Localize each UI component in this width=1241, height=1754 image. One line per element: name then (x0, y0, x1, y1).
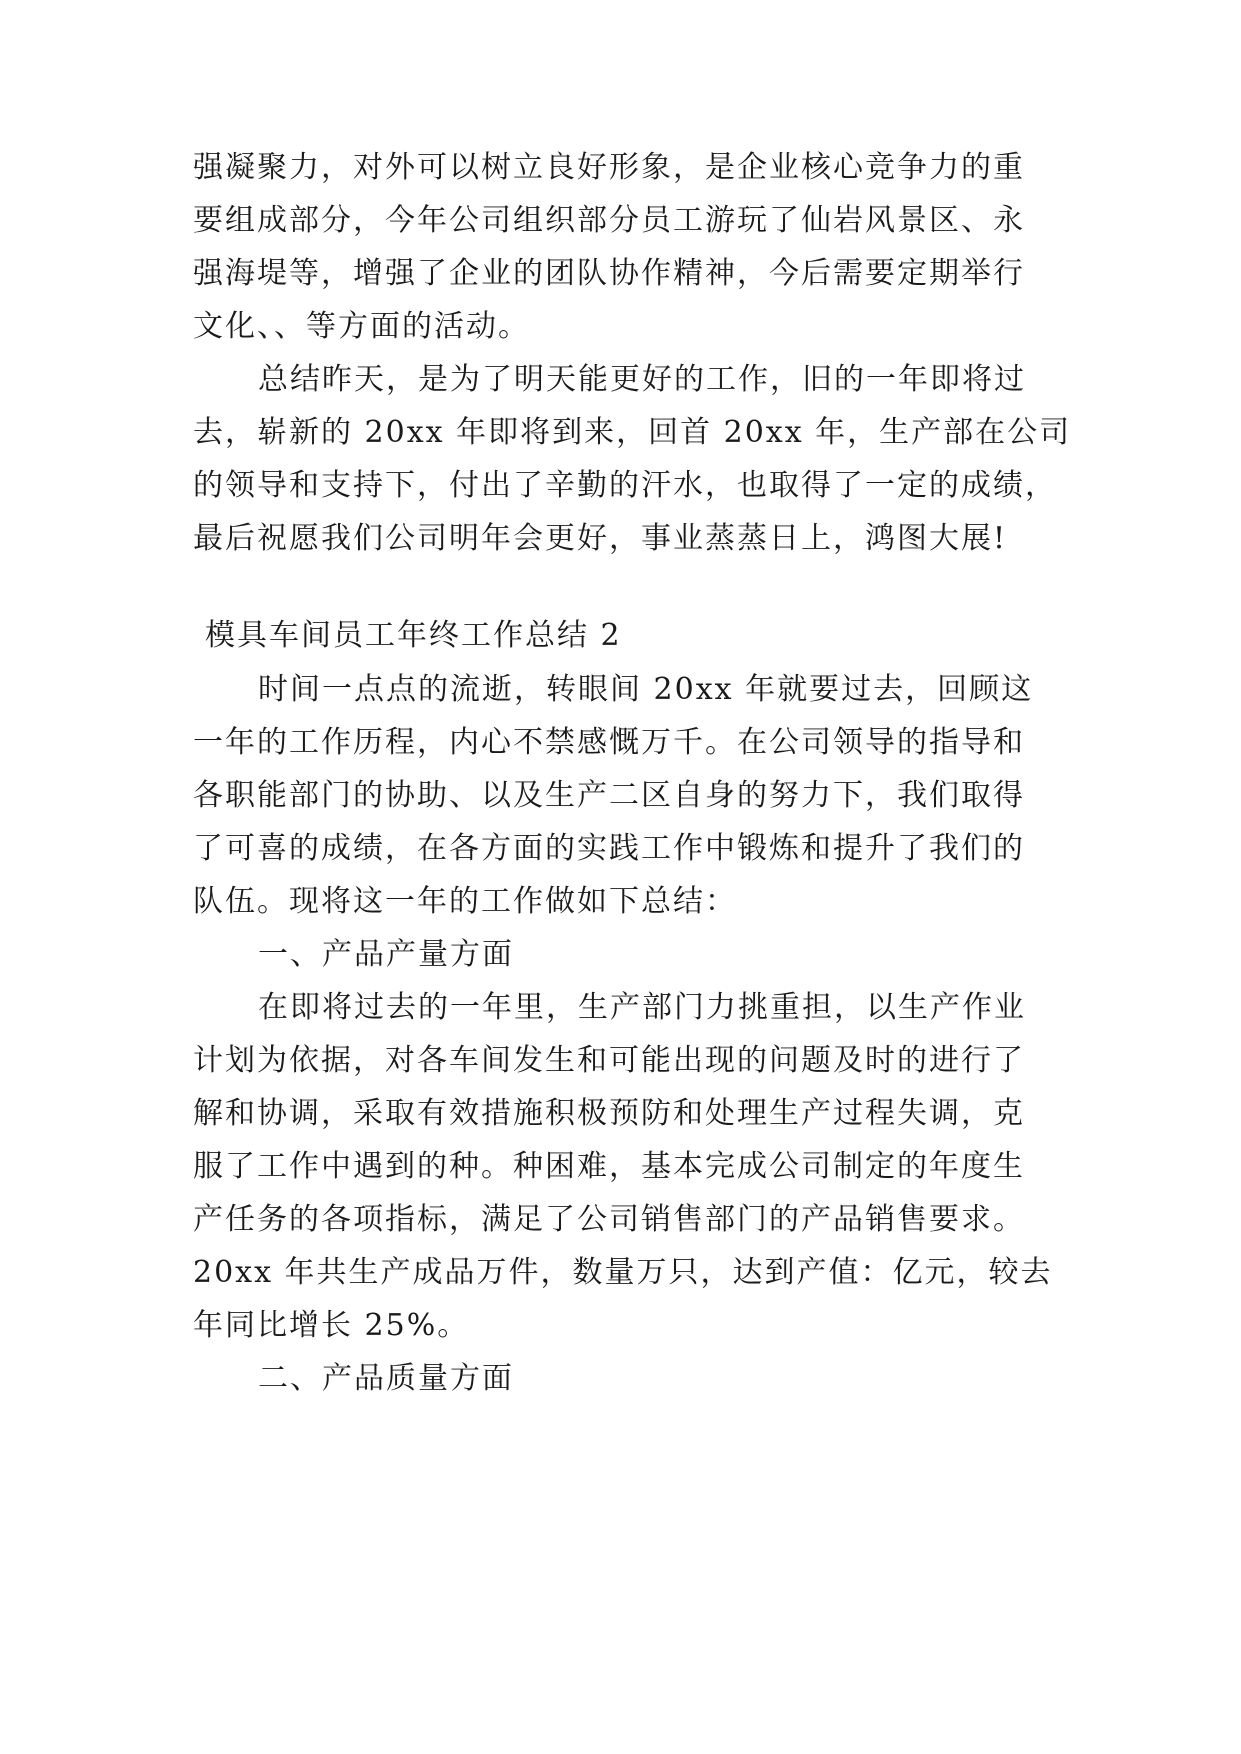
paragraph-4-line-5: 产任务的各项指标，满足了公司销售部门的产品销售要求。 (193, 1202, 1025, 1237)
paragraph-3-line-5: 队伍。现将这一年的工作做如下总结： (193, 884, 737, 919)
section-heading: 模具车间员工年终工作总结 2 (205, 618, 622, 653)
paragraph-4-line-7: 年同比增长 25%。 (193, 1308, 470, 1343)
paragraph-4-line-4: 服了工作中遇到的种。种困难，基本完成公司制定的年度生 (193, 1149, 1025, 1184)
paragraph-4-line-6: 20xx 年共生产成品万件，数量万只，达到产值：亿元，较去 (193, 1255, 1053, 1290)
paragraph-4-line-1: 在即将过去的一年里，生产部门力挑重担，以生产作业 (258, 990, 1026, 1025)
paragraph-1-line-1: 强凝聚力，对外可以树立良好形象，是企业核心竞争力的重 (193, 150, 1025, 185)
paragraph-3-line-3: 各职能部门的协助、以及生产二区自身的努力下，我们取得 (193, 778, 1025, 813)
paragraph-2-line-1: 总结昨天，是为了明天能更好的工作，旧的一年即将过 (258, 362, 1026, 397)
paragraph-1-line-4: 文化、、等方面的活动。 (193, 309, 530, 344)
paragraph-2-line-4: 最后祝愿我们公司明年会更好，事业蒸蒸日上，鸿图大展! (193, 521, 1008, 556)
paragraph-2-line-3: 的领导和支持下，付出了辛勤的汗水，也取得了一定的成绩， (193, 468, 1057, 503)
paragraph-1-line-3: 强海堤等，增强了企业的团队协作精神，今后需要定期举行 (193, 256, 1025, 291)
paragraph-4-line-2: 计划为依据，对各车间发生和可能出现的问题及时的进行了 (193, 1043, 1025, 1078)
paragraph-3-line-2: 一年的工作历程，内心不禁感慨万千。在公司领导的指导和 (193, 725, 1025, 760)
paragraph-4-line-3: 解和协调，采取有效措施积极预防和处理生产过程失调，克 (193, 1096, 1025, 1131)
paragraph-2-line-2: 去，崭新的 20xx 年即将到来，回首 20xx 年，生产部在公司 (193, 415, 1072, 450)
section-2-title: 二、产品质量方面 (258, 1361, 514, 1396)
paragraph-1-line-2: 要组成部分，今年公司组织部分员工游玩了仙岩风景区、永 (193, 203, 1025, 238)
paragraph-3-line-4: 了可喜的成绩，在各方面的实践工作中锻炼和提升了我们的 (193, 831, 1025, 866)
section-1-title: 一、产品产量方面 (258, 937, 514, 972)
paragraph-3-line-1: 时间一点点的流逝，转眼间 20xx 年就要过去，回顾这 (258, 672, 1034, 707)
